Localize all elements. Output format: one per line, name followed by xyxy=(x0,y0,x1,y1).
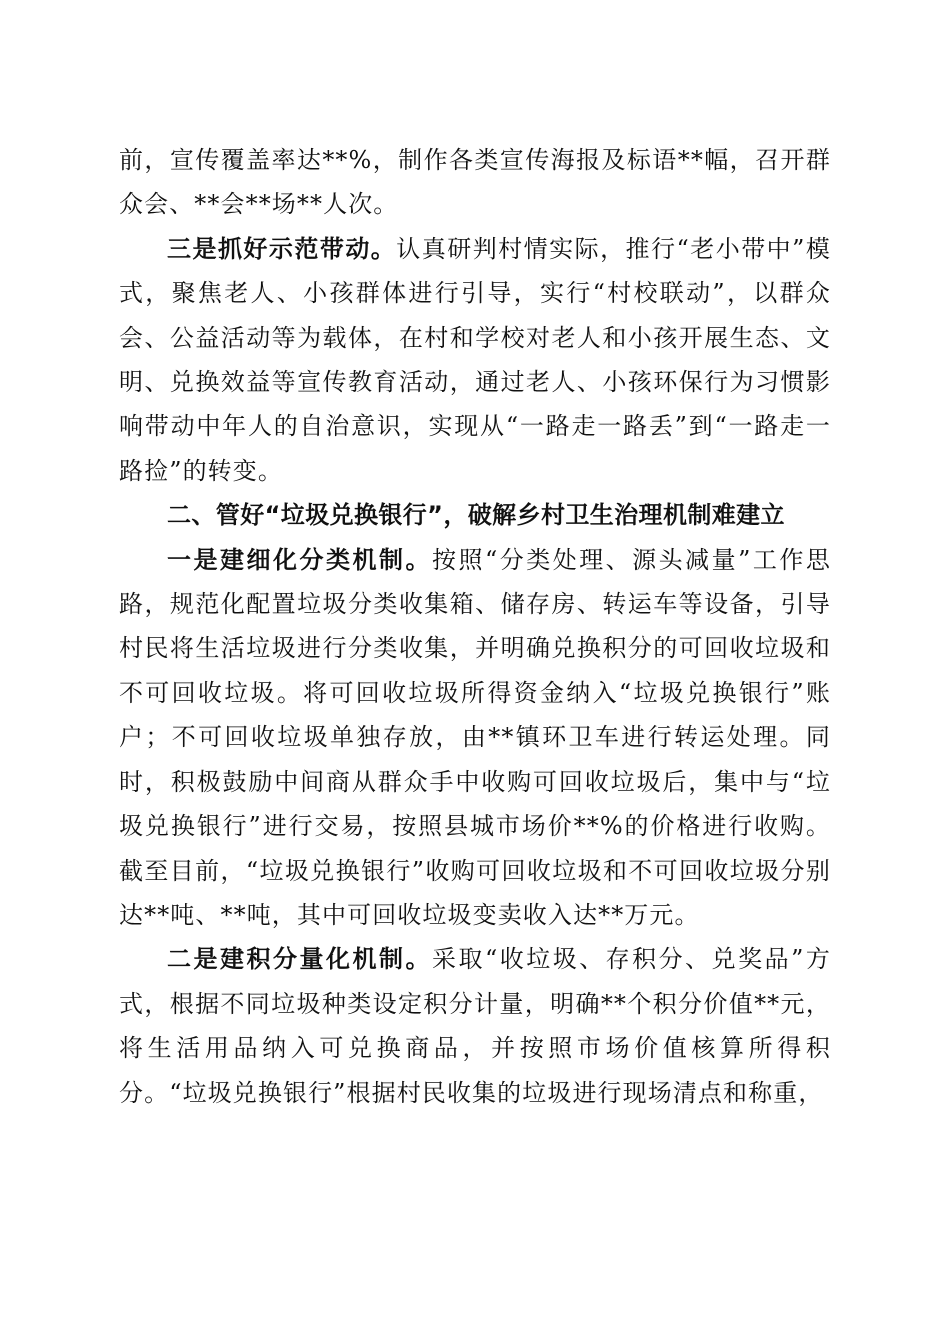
paragraph-text: 认真研判村情实际，推行“老小带中”模式，聚焦老人、小孩群体进行引导，实行“村校联动”，以群众会、公益活动等为载体，在村和学校对老人和小孩开展生态、文明、兑换效益等宣传教育活动，通过老人、小孩环保行为习惯影响带动中年人的自治意识，实现从“一路走一路丢”到“一路走一路捡”的转变。 xyxy=(119,234,831,485)
paragraph-lead: 一是建细化分类机制。 xyxy=(167,545,432,574)
paragraph-points xyxy=(119,937,831,1115)
section-heading: 二、管好“垃圾兑换银行”，破解乡村卫生治理机制难建立 xyxy=(167,501,785,530)
paragraph-text: 按照“分类处理、源头减量”工作思路，规范化配置垃圾分类收集箱、储存房、转运车等设备，引导村民将生活垃圾进行分类收集，并明确兑换积分的可回收垃圾和不可回收垃圾。将可回收垃圾所得资金纳入“垃圾兑换银行”账户；不可回收垃圾单独存放，由**镇环卫车进行转运处理。同时，积极鼓励中间商从群众手中收购可回收垃圾后，集中与“垃圾兑换银行”进行交易，按照县城市场价**%的价格进行收购。截至目前，“垃圾兑换银行”收购可回收垃圾和不可回收垃圾分别达**吨、**吨，其中可回收垃圾变卖收入达**万元。 xyxy=(119,545,832,929)
paragraph-demonstration xyxy=(119,227,831,493)
paragraph-text: 采取“收垃圾、存积分、兑奖品”方式，根据不同垃圾种类设定积分计量，明确**个积分价值**元，将生活用品纳入可兑换商品，并按照市场价值核算所得积分。“垃圾兑换银行”根据村民收集的垃圾进行现场清点和称重， xyxy=(119,945,832,1107)
paragraph-classification xyxy=(119,538,831,938)
paragraph-continued xyxy=(119,138,831,227)
paragraph-lead: 二是建积分量化机制。 xyxy=(167,945,432,974)
paragraph-lead: 三是抓好示范带动。 xyxy=(167,234,397,263)
document-body xyxy=(119,138,831,1115)
paragraph-text: 前，宣传覆盖率达**%，制作各类宣传海报及标语**幅，召开群众会、**会**场**人次。 xyxy=(119,146,831,219)
